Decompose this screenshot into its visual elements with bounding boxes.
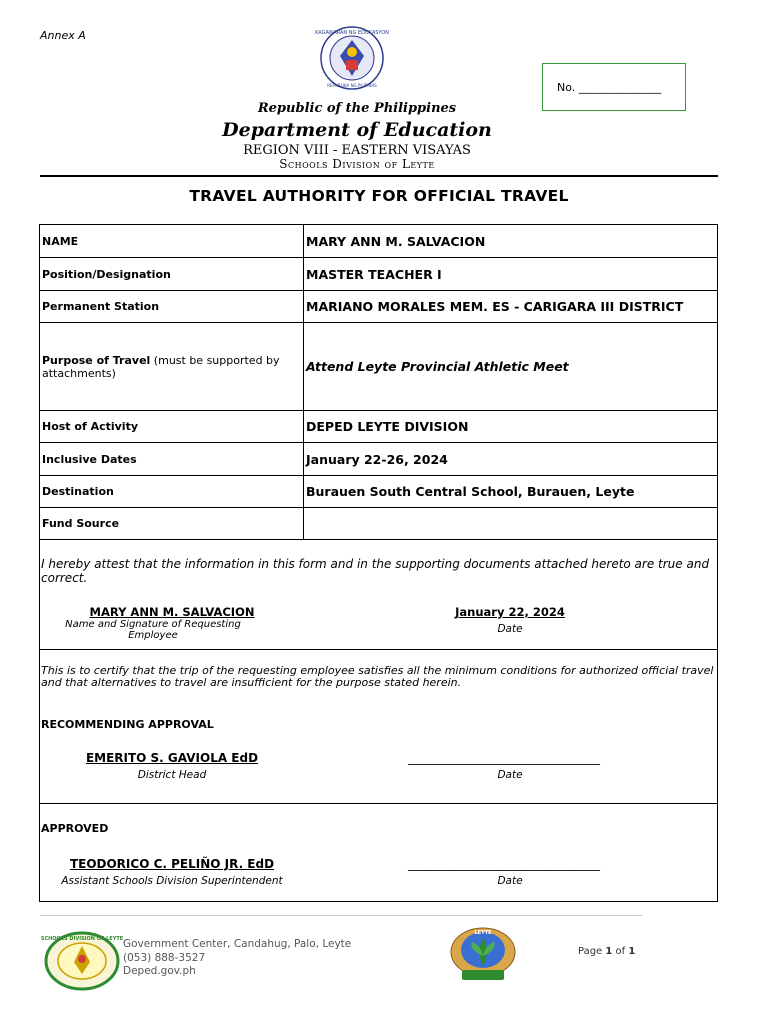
annex-label: Annex A <box>40 29 86 42</box>
seal-bottom-text: REPUBLIKA NG PILIPINAS <box>327 83 377 88</box>
table-row <box>40 443 718 476</box>
station-value[interactable]: MARIANO MORALES MEM. ES - CARIGARA III DISTRICT <box>304 291 718 323</box>
attestation-section <box>39 539 718 650</box>
republic-heading: Republic of the Philippines <box>257 101 457 116</box>
region-heading: REGION VIII - EASTERN VISAYAS <box>243 143 471 158</box>
leyte-learning-logo-icon <box>448 926 518 982</box>
purpose-label-cell <box>40 323 304 411</box>
seal-top-text: KAGAWARAN NG EDUKASYON <box>315 30 389 36</box>
approved-label: APPROVED <box>41 822 109 835</box>
purpose-value[interactable]: Attend Leyte Provincial Athletic Meet <box>304 323 718 411</box>
recommender-caption: District Head <box>137 769 207 781</box>
certification-section <box>39 650 718 804</box>
page-number <box>578 946 635 957</box>
page-prefix: Page <box>578 946 606 957</box>
number-label: No. _______________ <box>557 80 662 94</box>
table-row <box>40 225 718 258</box>
table-row <box>40 411 718 443</box>
attestation-text: I hereby attest that the information in this form and in the supporting documents attached hereto are true and correct. <box>41 557 710 585</box>
footer-rule <box>40 915 642 916</box>
employee-caption: Name and Signature of Requesting Employee <box>65 619 241 641</box>
page-of: of <box>612 946 629 957</box>
position-label: Position/Designation <box>40 258 304 291</box>
approve-date-caption: Date <box>497 875 523 887</box>
table-row <box>40 476 718 508</box>
recommender-name: EMERITO S. GAVIOLA EdD <box>85 751 259 765</box>
page-current: 1 <box>605 946 613 957</box>
recommending-label: RECOMMENDING APPROVAL <box>41 718 214 731</box>
recommend-date-line[interactable]: ________________________________ <box>408 751 600 765</box>
purpose-label: Purpose of Travel <box>42 353 151 367</box>
employee-name: MARY ANN M. SALVACION <box>89 605 255 619</box>
fund-label: Fund Source <box>40 508 304 540</box>
approved-section <box>39 804 718 902</box>
footer-website[interactable]: Deped.gov.ph <box>123 965 196 977</box>
approver-name: TEODORICO C. PELIÑO JR. EdD <box>69 857 275 871</box>
certification-text: This is to certify that the trip of the requesting employee satisfies all the minimum conditions for authorized official travel and that alternatives to travel are insufficient for the purpose stated herein. <box>41 664 714 689</box>
division-logo-text: SCHOOLS DIVISION OF LEYTE <box>40 936 124 942</box>
position-value[interactable]: MASTER TEACHER I <box>304 258 718 291</box>
form-title: TRAVEL AUTHORITY FOR OFFICIAL TRAVEL <box>189 187 569 205</box>
leyte-logo-text: LEYTE <box>474 930 492 936</box>
host-value[interactable]: DEPED LEYTE DIVISION <box>304 411 718 443</box>
destination-label: Destination <box>40 476 304 508</box>
table-row <box>40 323 718 411</box>
travel-info-table <box>39 224 718 540</box>
footer-contact <box>123 938 351 979</box>
recommend-date-caption: Date <box>497 769 523 781</box>
header-rule <box>40 175 718 177</box>
page-total: 1 <box>628 946 636 957</box>
approve-date-line[interactable]: ________________________________ <box>408 857 600 871</box>
table-row <box>40 508 718 540</box>
attest-date: January 22, 2024 <box>455 605 565 619</box>
station-label: Permanent Station <box>40 291 304 323</box>
purpose-note: (must be supported by attachments) <box>42 353 280 380</box>
host-label: Host of Activity <box>40 411 304 443</box>
division-heading: Schools Division of Leyte <box>279 157 435 171</box>
name-value[interactable]: MARY ANN M. SALVACION <box>304 225 718 258</box>
deped-seal-icon <box>315 26 389 90</box>
fund-value[interactable] <box>304 508 718 540</box>
dates-value[interactable]: January 22-26, 2024 <box>304 443 718 476</box>
department-heading: Department of Education <box>222 119 492 141</box>
division-logo-icon <box>40 932 124 990</box>
table-row <box>40 258 718 291</box>
table-row <box>40 291 718 323</box>
footer-phone: (053) 888-3527 <box>123 951 206 964</box>
footer-address: Government Center, Candahug, Palo, Leyte <box>123 938 352 950</box>
destination-value[interactable]: Burauen South Central School, Burauen, Leyte <box>304 476 718 508</box>
dates-label: Inclusive Dates <box>40 443 304 476</box>
name-label: NAME <box>40 225 304 258</box>
approver-caption: Assistant Schools Division Superintendent <box>61 875 283 887</box>
attest-date-caption: Date <box>497 623 523 635</box>
